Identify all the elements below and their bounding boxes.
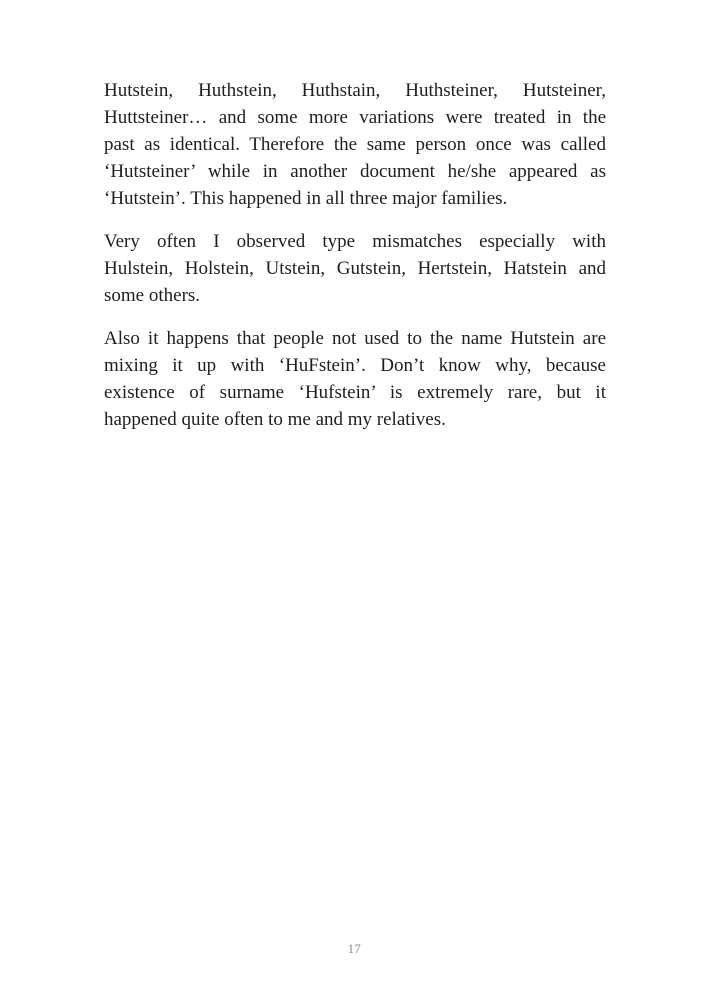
text-line: mixing it up with ‘HuFstein’. Don’t know why, because xyxy=(104,355,606,376)
page-number: 17 xyxy=(347,942,362,956)
paragraph xyxy=(104,228,606,309)
paragraph xyxy=(104,77,606,212)
text-line: some others. xyxy=(104,285,201,306)
text-line: Very often I observed type mismatches especially with xyxy=(104,231,606,252)
text-line: ‘Hutsteiner’ while in another document he/she appeared as xyxy=(104,161,606,182)
text-block xyxy=(104,77,606,449)
text-line: existence of surname ‘Hufstein’ is extremely rare, but it xyxy=(104,382,606,403)
text-line: happened quite often to me and my relatives. xyxy=(104,409,446,430)
text-line: Also it happens that people not used to the name Hutstein are xyxy=(104,328,606,349)
paragraph xyxy=(104,325,606,433)
text-line: Huttsteiner… and some more variations were treated in the xyxy=(104,107,606,128)
text-line: ‘Hutstein’. This happened in all three major families. xyxy=(104,188,508,209)
text-line: Hulstein, Holstein, Utstein, Gutstein, Hertstein, Hatstein and xyxy=(104,258,606,279)
text-line: Hutstein, Huthstein, Huthstain, Huthsteiner, Hutsteiner, xyxy=(104,80,606,101)
text-line: past as identical. Therefore the same person once was called xyxy=(104,134,606,155)
